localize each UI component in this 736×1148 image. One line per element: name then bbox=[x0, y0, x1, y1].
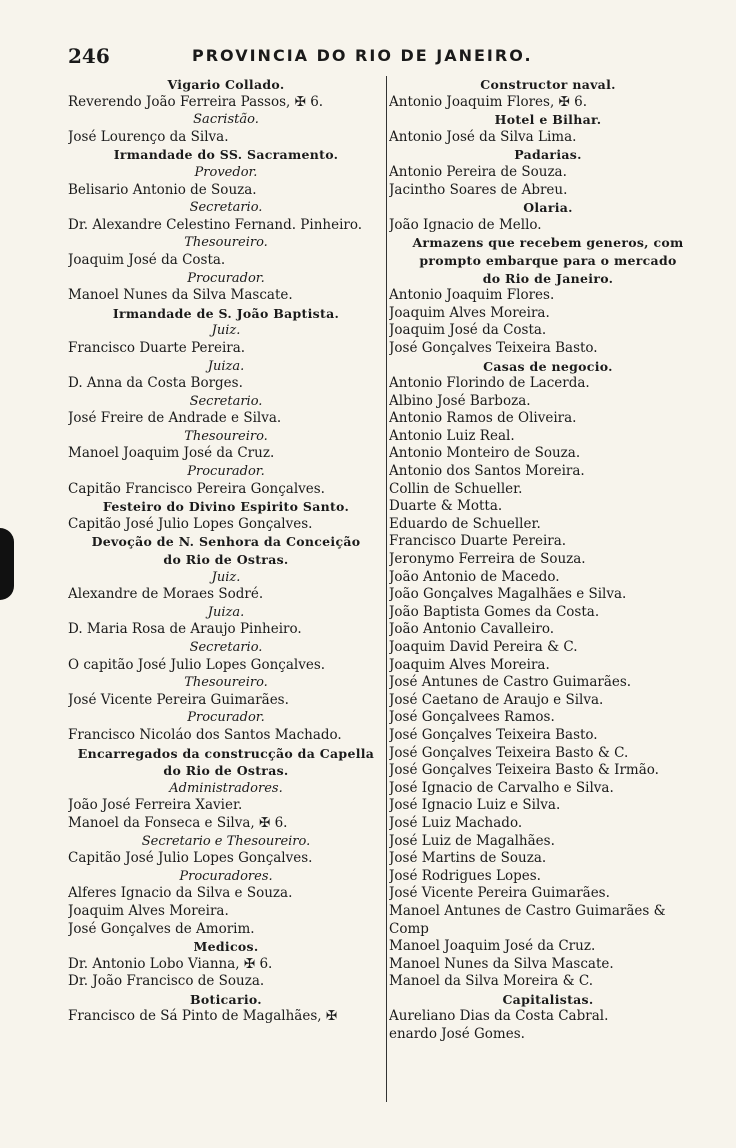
role-label: Administradores. bbox=[169, 780, 283, 796]
entry-line: Manoel da Silva Moreira & C. bbox=[389, 973, 594, 990]
section-heading: Hotel e Bilhar. bbox=[494, 112, 602, 128]
entry-line: José Gonçalves de Amorim. bbox=[68, 920, 255, 937]
section-heading: Olaria. bbox=[523, 200, 573, 216]
role-label: Procurador. bbox=[187, 710, 265, 726]
entry-line: Dr. Alexandre Celestino Fernand. Pinheiro. bbox=[68, 216, 363, 233]
section-heading: prompto embarque para o mercado bbox=[419, 252, 677, 268]
binding-blot bbox=[0, 528, 14, 600]
entry-line: enardo José Gomes. bbox=[389, 1026, 525, 1043]
role-label: Thesoureiro. bbox=[184, 428, 268, 444]
entry-line: José Martins de Souza. bbox=[389, 850, 547, 867]
entry-line: Dr. João Francisco de Souza. bbox=[68, 973, 265, 990]
entry-line: Antonio Ramos de Oliveira. bbox=[389, 410, 577, 427]
entry-line: Antonio dos Santos Moreira. bbox=[389, 463, 585, 480]
section-heading: Constructor naval. bbox=[480, 77, 616, 92]
entry-line: D. Maria Rosa de Araujo Pinheiro. bbox=[68, 621, 302, 638]
entry-line: João Baptista Gomes da Costa. bbox=[389, 603, 600, 620]
entry-line: Antonio Pereira de Souza. bbox=[389, 163, 567, 180]
entry-line: João Gonçalves Magalhães e Silva. bbox=[389, 586, 627, 603]
section-heading: Medicos. bbox=[193, 939, 259, 955]
section-heading: do Rio de Ostras. bbox=[163, 552, 289, 568]
entry-line: Manoel Joaquim José da Cruz. bbox=[389, 938, 596, 955]
entry-line: Reverendo João Ferreira Passos, ✠ 6. bbox=[68, 93, 324, 110]
entry-line: João Antonio Cavalleiro. bbox=[389, 621, 555, 638]
section-heading: Boticario. bbox=[190, 991, 262, 1007]
entry-line: José Vicente Pereira Guimarães. bbox=[68, 691, 289, 708]
entry-line: Comp bbox=[389, 920, 429, 937]
entry-line: João José Ferreira Xavier. bbox=[68, 797, 243, 814]
entry-line: José Gonçalvees Ramos. bbox=[389, 709, 555, 726]
page-title: PROVINCIA DO RIO DE JANEIRO. bbox=[192, 46, 533, 65]
section-heading: Festeiro do Divino Espirito Santo. bbox=[102, 499, 350, 515]
entry-line: Belisario Antonio de Souza. bbox=[68, 181, 257, 198]
entry-line: José Gonçalves Teixeira Basto. bbox=[389, 726, 598, 743]
entry-line: Dr. Antonio Lobo Vianna, ✠ 6. bbox=[68, 955, 273, 972]
page-header bbox=[68, 44, 708, 70]
entry-line: Capitão José Julio Lopes Gonçalves. bbox=[68, 515, 313, 532]
entry-line: Manoel Nunes da Silva Mascate. bbox=[389, 955, 614, 972]
column-divider bbox=[386, 76, 387, 1102]
section-heading: Encarregados da construcção da Capella bbox=[77, 745, 375, 761]
section-heading: Padarias. bbox=[514, 147, 582, 163]
entry-line: Eduardo de Schueller. bbox=[389, 515, 541, 532]
entry-line: Manoel Nunes da Silva Mascate. bbox=[68, 287, 293, 304]
entry-line: Francisco Nicoláo dos Santos Machado. bbox=[68, 726, 342, 743]
role-label: Provedor. bbox=[194, 164, 258, 180]
entry-line: Antonio Monteiro de Souza. bbox=[389, 445, 581, 462]
entry-line: Alferes Ignacio da Silva e Souza. bbox=[68, 885, 293, 902]
entry-line: Manoel da Fonseca e Silva, ✠ 6. bbox=[68, 814, 288, 831]
role-label: Procuradores. bbox=[179, 868, 273, 884]
entry-line: Francisco Duarte Pereira. bbox=[68, 339, 246, 356]
entry-line: José Gonçalves Teixeira Basto & C. bbox=[389, 744, 629, 761]
section-heading: Vigario Collado. bbox=[167, 77, 285, 92]
role-label: Juiza. bbox=[207, 604, 245, 620]
role-label: Sacristão. bbox=[193, 112, 259, 128]
section-heading: Irmandade do SS. Sacramento. bbox=[113, 147, 339, 163]
entry-line: João Ignacio de Mello. bbox=[389, 216, 542, 233]
entry-line: Joaquim David Pereira & C. bbox=[389, 639, 578, 655]
entry-line: Joaquim Alves Moreira. bbox=[389, 304, 550, 321]
entry-line: José Rodrigues Lopes. bbox=[389, 867, 541, 884]
section-heading: Irmandade de S. João Baptista. bbox=[112, 305, 340, 321]
role-label: Secretario. bbox=[189, 393, 263, 409]
entry-line: Antonio Joaquim Flores, ✠ 6. bbox=[389, 93, 588, 110]
entry-line: Jeronymo Ferreira de Souza. bbox=[389, 551, 586, 568]
entry-line: Antonio Luiz Real. bbox=[389, 427, 515, 444]
role-label: Juiza. bbox=[207, 358, 245, 374]
entry-line: José Ignacio de Carvalho e Silva. bbox=[389, 779, 614, 796]
role-label: Secretario e Thesoureiro. bbox=[141, 833, 311, 849]
entry-line: Aureliano Dias da Costa Cabral. bbox=[389, 1008, 609, 1025]
section-heading: Casas de negocio. bbox=[483, 358, 613, 374]
entry-line: Joaquim Alves Moreira. bbox=[68, 902, 229, 919]
entry-line: José Gonçalves Teixeira Basto. bbox=[389, 339, 598, 356]
role-label: Thesoureiro. bbox=[184, 675, 268, 691]
entry-line: José Lourenço da Silva. bbox=[68, 128, 229, 145]
entry-line: João Antonio de Macedo. bbox=[389, 568, 560, 585]
entry-line: D. Anna da Costa Borges. bbox=[68, 375, 243, 392]
role-label: Procurador. bbox=[187, 464, 265, 480]
entry-line: José Antunes de Castro Guimarães. bbox=[389, 674, 632, 691]
entry-line: José Vicente Pereira Guimarães. bbox=[389, 885, 610, 902]
entry-line: José Freire de Andrade e Silva. bbox=[68, 410, 282, 427]
section-heading: do Rio de Janeiro. bbox=[482, 270, 614, 286]
entry-line: Manoel Joaquim José da Cruz. bbox=[68, 445, 275, 462]
entry-line: Francisco de Sá Pinto de Magalhães, ✠ bbox=[68, 1008, 338, 1025]
entry-line: José Luiz Machado. bbox=[389, 814, 523, 831]
left-column bbox=[68, 76, 384, 1026]
role-label: Secretario. bbox=[189, 200, 263, 216]
entry-line: Manoel Antunes de Castro Guimarães & bbox=[389, 902, 666, 919]
entry-line: Albino José Barboza. bbox=[389, 392, 531, 409]
entry-line: Alexandre de Moraes Sodré. bbox=[68, 586, 264, 603]
entry-line: Capitão Francisco Pereira Gonçalves. bbox=[68, 480, 325, 497]
section-heading: do Rio de Ostras. bbox=[163, 763, 289, 779]
entry-line: José Caetano de Araujo e Silva. bbox=[389, 691, 604, 708]
role-label: Secretario. bbox=[189, 640, 263, 655]
entry-line: Collin de Schueller. bbox=[389, 480, 523, 497]
entry-line: Joaquim Alves Moreira. bbox=[389, 656, 550, 673]
role-label: Juiz. bbox=[211, 569, 241, 585]
entry-line: O capitão José Julio Lopes Gonçalves. bbox=[68, 656, 326, 673]
entry-line: Joaquim José da Costa. bbox=[68, 251, 226, 268]
entry-line: Antonio José da Silva Lima. bbox=[389, 128, 577, 145]
entry-line: Capitão José Julio Lopes Gonçalves. bbox=[68, 850, 313, 867]
role-label: Thesoureiro. bbox=[184, 235, 268, 251]
right-column bbox=[389, 76, 707, 1044]
entry-line: Antonio Florindo de Lacerda. bbox=[389, 375, 590, 392]
entry-line: Jacintho Soares de Abreu. bbox=[389, 181, 568, 198]
section-heading: Armazens que recebem generos, com bbox=[412, 235, 684, 251]
role-label: Juiz. bbox=[211, 323, 241, 339]
role-label: Procurador. bbox=[187, 270, 265, 286]
entry-line: José Luiz de Magalhães. bbox=[389, 832, 555, 849]
section-heading: Capitalistas. bbox=[502, 991, 594, 1007]
entry-line: José Gonçalves Teixeira Basto & Irmão. bbox=[389, 762, 659, 779]
entry-line: Antonio Joaquim Flores. bbox=[389, 287, 555, 304]
entry-line: José Ignacio Luiz e Silva. bbox=[389, 797, 561, 814]
page-number: 246 bbox=[68, 44, 110, 68]
entry-line: Joaquim José da Costa. bbox=[389, 322, 547, 339]
section-heading: Devoção de N. Senhora da Conceição bbox=[91, 534, 361, 550]
entry-line: Francisco Duarte Pereira. bbox=[389, 533, 567, 550]
entry-line: Duarte & Motta. bbox=[389, 498, 503, 515]
